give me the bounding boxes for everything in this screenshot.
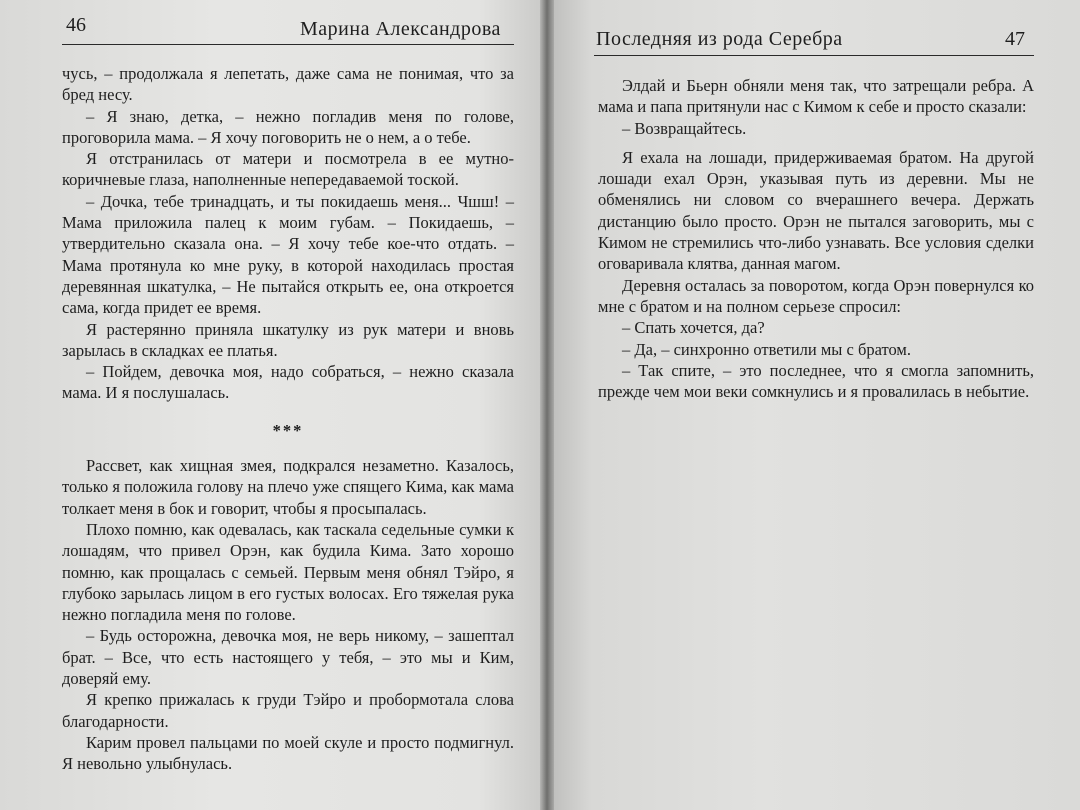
running-head-author: Марина Александрова	[300, 18, 501, 40]
left-body-text	[62, 63, 514, 775]
paragraph: Деревня осталась за поворотом, когда Орэн повернулся ко мне с братом и на полном серьезе спросил:	[598, 275, 1034, 316]
paragraph: – Я знаю, детка, – нежно погладив меня по голове, проговорила мама. – Я хочу поговорить не о нем, а о тебе.	[62, 106, 514, 147]
paragraph: – Пойдем, девочка моя, надо собраться, – нежно сказала мама. И я послушалась.	[62, 362, 514, 403]
paragraph: – Так спите, – это последнее, что я смогла запомнить, прежде чем мои веки сомкнулись и я провалилась в небытие.	[598, 360, 1034, 402]
scene-break: ***	[272, 420, 304, 440]
paragraph: – Будь осторожна, девочка моя, не верь никому, – зашептал брат. – Все, что есть настоящего у тебя, – это мы и Ким, доверяй ему.	[62, 626, 514, 689]
paragraph: – Дочка, тебе тринадцать, и ты покидаешь меня... Чшш! – Мама приложила палец к моим губам. – Покидаешь, – утвердительно сказала она. – Я хочу тебе кое-что отдать. – Мама протянула ко мне руку, в которой находилась простая деревянная шкатулка, – Не пытайся открыть ее, она откроется сама, когда придет ее время.	[62, 191, 514, 318]
paragraph: – Спать хочется, да?	[622, 318, 765, 338]
paragraph: Я ехала на лошади, придерживаемая братом. На другой лошади ехал Орэн, указывая путь из деревни. Мы не обменялись ни словом со вчерашнего вечера. Держать дистанцию было просто. Орэн не пытался заговорить, мы с Кимом не стремились что-либо узнавать. Все условия сделки оговаривала клятва, данная магом.	[598, 147, 1034, 274]
paragraph: – Возвращайтесь.	[622, 118, 747, 138]
header-rule-right	[594, 55, 1034, 56]
paragraph: Элдай и Бьерн обняли меня так, что затрещали ребра. А мама и папа притянули нас с Кимом к себе и просто сказали:	[598, 76, 1034, 117]
book-gutter	[540, 0, 554, 810]
paragraph: Плохо помню, как одевалась, как таскала седельные сумки к лошадям, что привел Орэн, как будила Кима. Зато хорошо помню, как прощалась с семьей. Первым меня обнял Тэйро, я глубоко зарылась лицом в его густых волосах. Его тяжелая рука нежно погладила меня по голове.	[62, 519, 514, 625]
paragraph: Карим провел пальцами по моей скуле и просто подмигнул. Я невольно улыбнулась.	[62, 732, 514, 774]
paragraph: Я растерянно приняла шкатулку из рук матери и вновь зарылась в складках ее платья.	[62, 319, 514, 360]
right-body-text	[598, 75, 1034, 402]
running-head-title: Последняя из рода Серебра	[596, 28, 843, 50]
header-rule-left	[62, 44, 514, 45]
right-page	[549, 0, 1080, 810]
page-number-left: 46	[66, 14, 86, 36]
paragraph: чусь, – продолжала я лепетать, даже сама не понимая, что за бред несу.	[62, 64, 514, 105]
paragraph: – Да, – синхронно ответили мы с братом.	[622, 339, 911, 359]
paragraph: Я отстранилась от матери и посмотрела в ее мутно-коричневые глаза, наполненные непередаваемой тоской.	[62, 149, 514, 190]
paragraph: Рассвет, как хищная змея, подкрался незаметно. Казалось, только я положила голову на плечо уже спящего Кима, как мама толкает меня в бок и говорит, чтобы я просыпалась.	[62, 456, 514, 518]
paragraph: Я крепко прижалась к груди Тэйро и пробормотала слова благодарности.	[62, 690, 514, 731]
page-number-right: 47	[1005, 28, 1025, 50]
